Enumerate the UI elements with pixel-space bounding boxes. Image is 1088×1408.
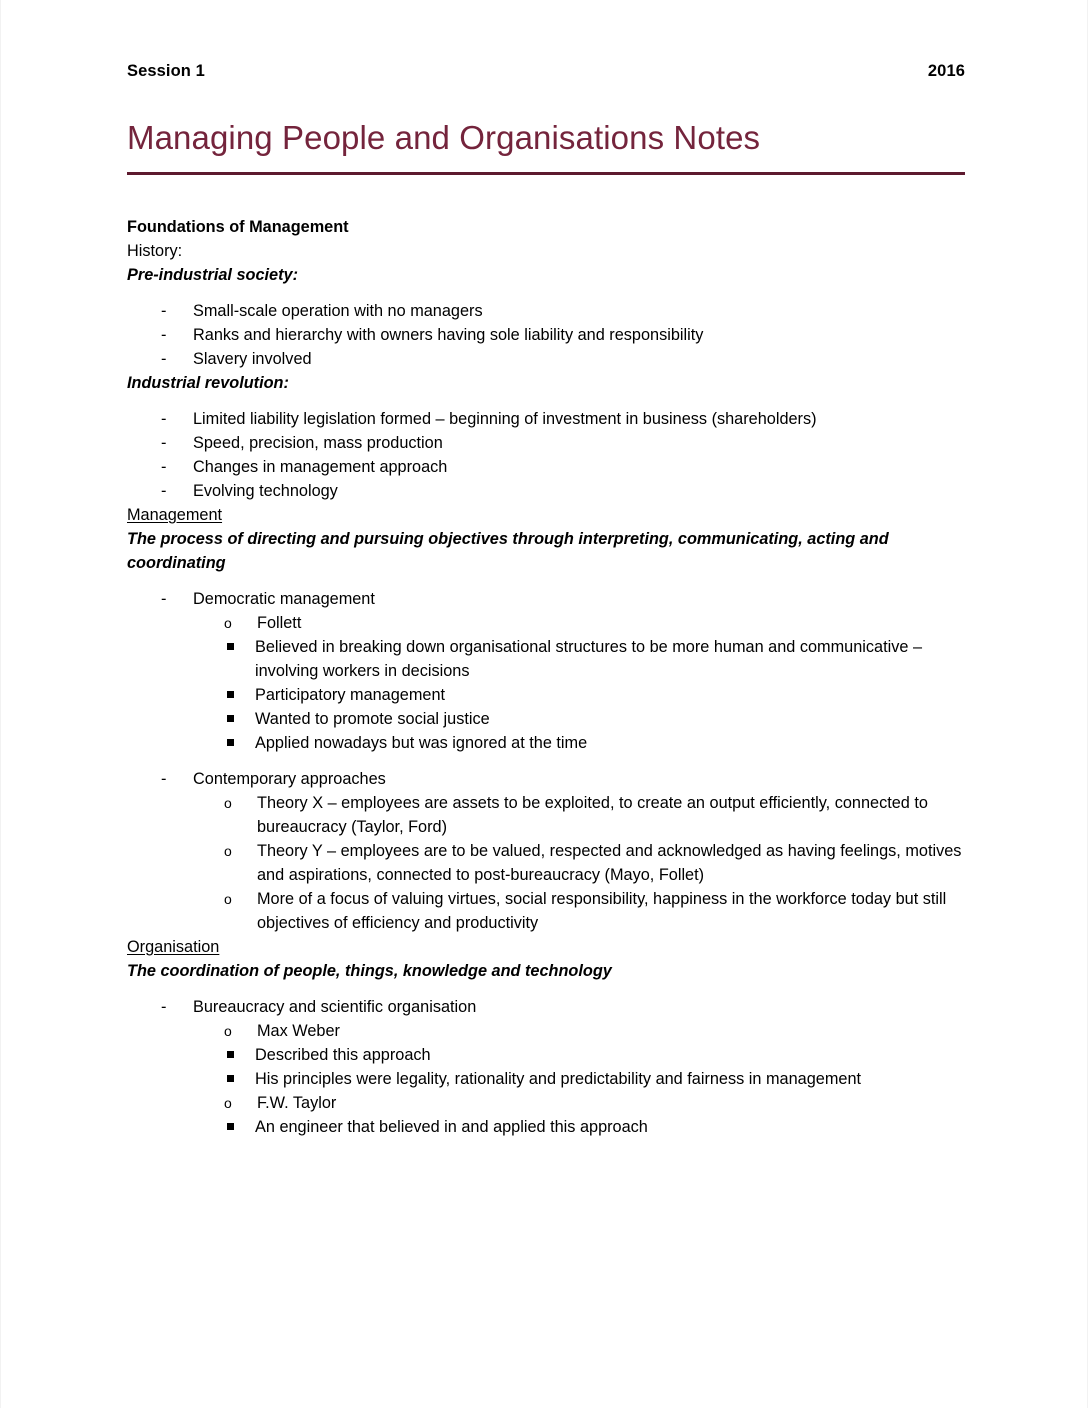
definition-management: The process of directing and pursuing objectives through interpreting, communicating, acting and coordinating	[127, 529, 889, 572]
list-follett	[127, 611, 965, 635]
list-item	[191, 887, 965, 935]
list-item-label: Contemporary approaches	[193, 769, 386, 788]
list-taylor	[127, 1091, 965, 1115]
label-history: History:	[127, 241, 183, 260]
list-item	[191, 791, 965, 839]
list-item	[195, 707, 965, 731]
list-item-label: Described this approach	[255, 1045, 431, 1064]
dash-bullet-icon: -	[161, 325, 167, 344]
list-item	[191, 611, 965, 635]
list-pre-industrial	[127, 299, 965, 371]
list-item-label: Wanted to promote social justice	[255, 709, 490, 728]
list-item-label: Changes in management approach	[193, 457, 448, 476]
list-item-label: Bureaucracy and scientific organisation	[193, 997, 477, 1016]
list-contemporary-points	[127, 791, 965, 935]
square-bullet-icon	[227, 683, 234, 707]
list-item	[127, 767, 965, 791]
square-bullet-icon	[227, 1043, 234, 1067]
square-bullet-icon	[227, 707, 234, 731]
list-item	[195, 1067, 965, 1091]
circle-bullet-icon: o	[224, 614, 232, 631]
list-weber-points	[127, 1043, 965, 1091]
list-item-label: Democratic management	[193, 589, 375, 608]
list-item-label: Participatory management	[255, 685, 446, 704]
circle-bullet-icon: o	[224, 890, 232, 907]
list-item	[127, 995, 965, 1019]
list-item-label: Theory Y – employees are to be valued, respected and acknowledged as having feelings, motives and aspirations, connected to post-bureaucracy (Mayo, Follet)	[257, 841, 962, 884]
dash-bullet-icon: -	[161, 409, 167, 428]
list-item-label: Max Weber	[257, 1021, 340, 1040]
title-block	[127, 120, 965, 175]
list-item-label: His principles were legality, rationality and predictability and fairness in management	[255, 1069, 862, 1088]
list-item	[127, 431, 965, 455]
list-item	[127, 587, 965, 611]
running-header	[127, 0, 965, 81]
dash-bullet-icon: -	[161, 433, 167, 452]
list-item	[127, 479, 965, 503]
list-item	[195, 635, 965, 683]
document-body	[127, 215, 965, 1139]
circle-bullet-icon: o	[224, 842, 232, 859]
square-bullet-icon	[227, 635, 234, 659]
list-item	[127, 323, 965, 347]
circle-bullet-icon: o	[224, 794, 232, 811]
dash-bullet-icon: -	[161, 589, 167, 608]
header-year-label: 2016	[927, 62, 965, 80]
header-session-label: Session 1	[127, 62, 205, 80]
list-item-label: Applied nowadays but was ignored at the time	[255, 733, 588, 752]
list-item-label: Evolving technology	[193, 481, 338, 500]
list-taylor-points	[127, 1115, 965, 1139]
title-divider	[127, 172, 965, 175]
list-item-label: More of a focus of valuing virtues, social responsibility, happiness in the workforce today but still objectives of efficiency and productivity	[257, 889, 947, 932]
list-item-label: Follett	[257, 613, 302, 632]
page-title: Managing People and Organisations Notes	[127, 119, 761, 156]
list-management	[127, 587, 965, 611]
heading-foundations: Foundations of Management	[127, 217, 349, 236]
list-item-label: An engineer that believed in and applied this approach	[255, 1117, 648, 1136]
list-follett-points	[127, 635, 965, 755]
circle-bullet-icon: o	[224, 1022, 232, 1039]
list-organisation	[127, 995, 965, 1019]
list-item	[195, 1115, 965, 1139]
label-industrial-revolution: Industrial revolution:	[127, 373, 289, 392]
dash-bullet-icon: -	[161, 457, 167, 476]
list-item	[127, 299, 965, 323]
dash-bullet-icon: -	[161, 481, 167, 500]
circle-bullet-icon: o	[224, 1094, 232, 1111]
dash-bullet-icon: -	[161, 349, 167, 368]
list-item	[127, 407, 965, 431]
list-item	[191, 839, 965, 887]
list-item	[195, 1043, 965, 1067]
list-item-label: Limited liability legislation formed – beginning of investment in business (shareholders)	[193, 409, 817, 428]
list-item	[195, 683, 965, 707]
square-bullet-icon	[227, 1115, 234, 1139]
list-item-label: F.W. Taylor	[257, 1093, 337, 1112]
dash-bullet-icon: -	[161, 997, 167, 1016]
list-contemporary	[127, 767, 965, 791]
dash-bullet-icon: -	[161, 769, 167, 788]
list-item-label: Speed, precision, mass production	[193, 433, 443, 452]
list-item	[195, 731, 965, 755]
list-item-label: Ranks and hierarchy with owners having sole liability and responsibility	[193, 325, 704, 344]
square-bullet-icon	[227, 731, 234, 755]
list-item-label: Small-scale operation with no managers	[193, 301, 483, 320]
label-pre-industrial: Pre-industrial society:	[127, 265, 299, 284]
list-item-label: Believed in breaking down organisational structures to be more human and communicative – involving workers in decisions	[255, 637, 922, 680]
dash-bullet-icon: -	[161, 301, 167, 320]
page-content	[127, 0, 965, 1139]
heading-organisation: Organisation	[127, 937, 220, 956]
heading-management: Management	[127, 505, 223, 524]
list-item	[191, 1091, 965, 1115]
list-weber	[127, 1019, 965, 1043]
list-item	[127, 347, 965, 371]
list-item	[191, 1019, 965, 1043]
list-item-label: Theory X – employees are assets to be exploited, to create an output efficiently, connected to bureaucracy (Taylor, Ford)	[257, 793, 928, 836]
list-industrial-revolution	[127, 407, 965, 503]
list-item-label: Slavery involved	[193, 349, 312, 368]
definition-organisation: The coordination of people, things, knowledge and technology	[127, 961, 612, 980]
square-bullet-icon	[227, 1067, 234, 1091]
list-item	[127, 455, 965, 479]
